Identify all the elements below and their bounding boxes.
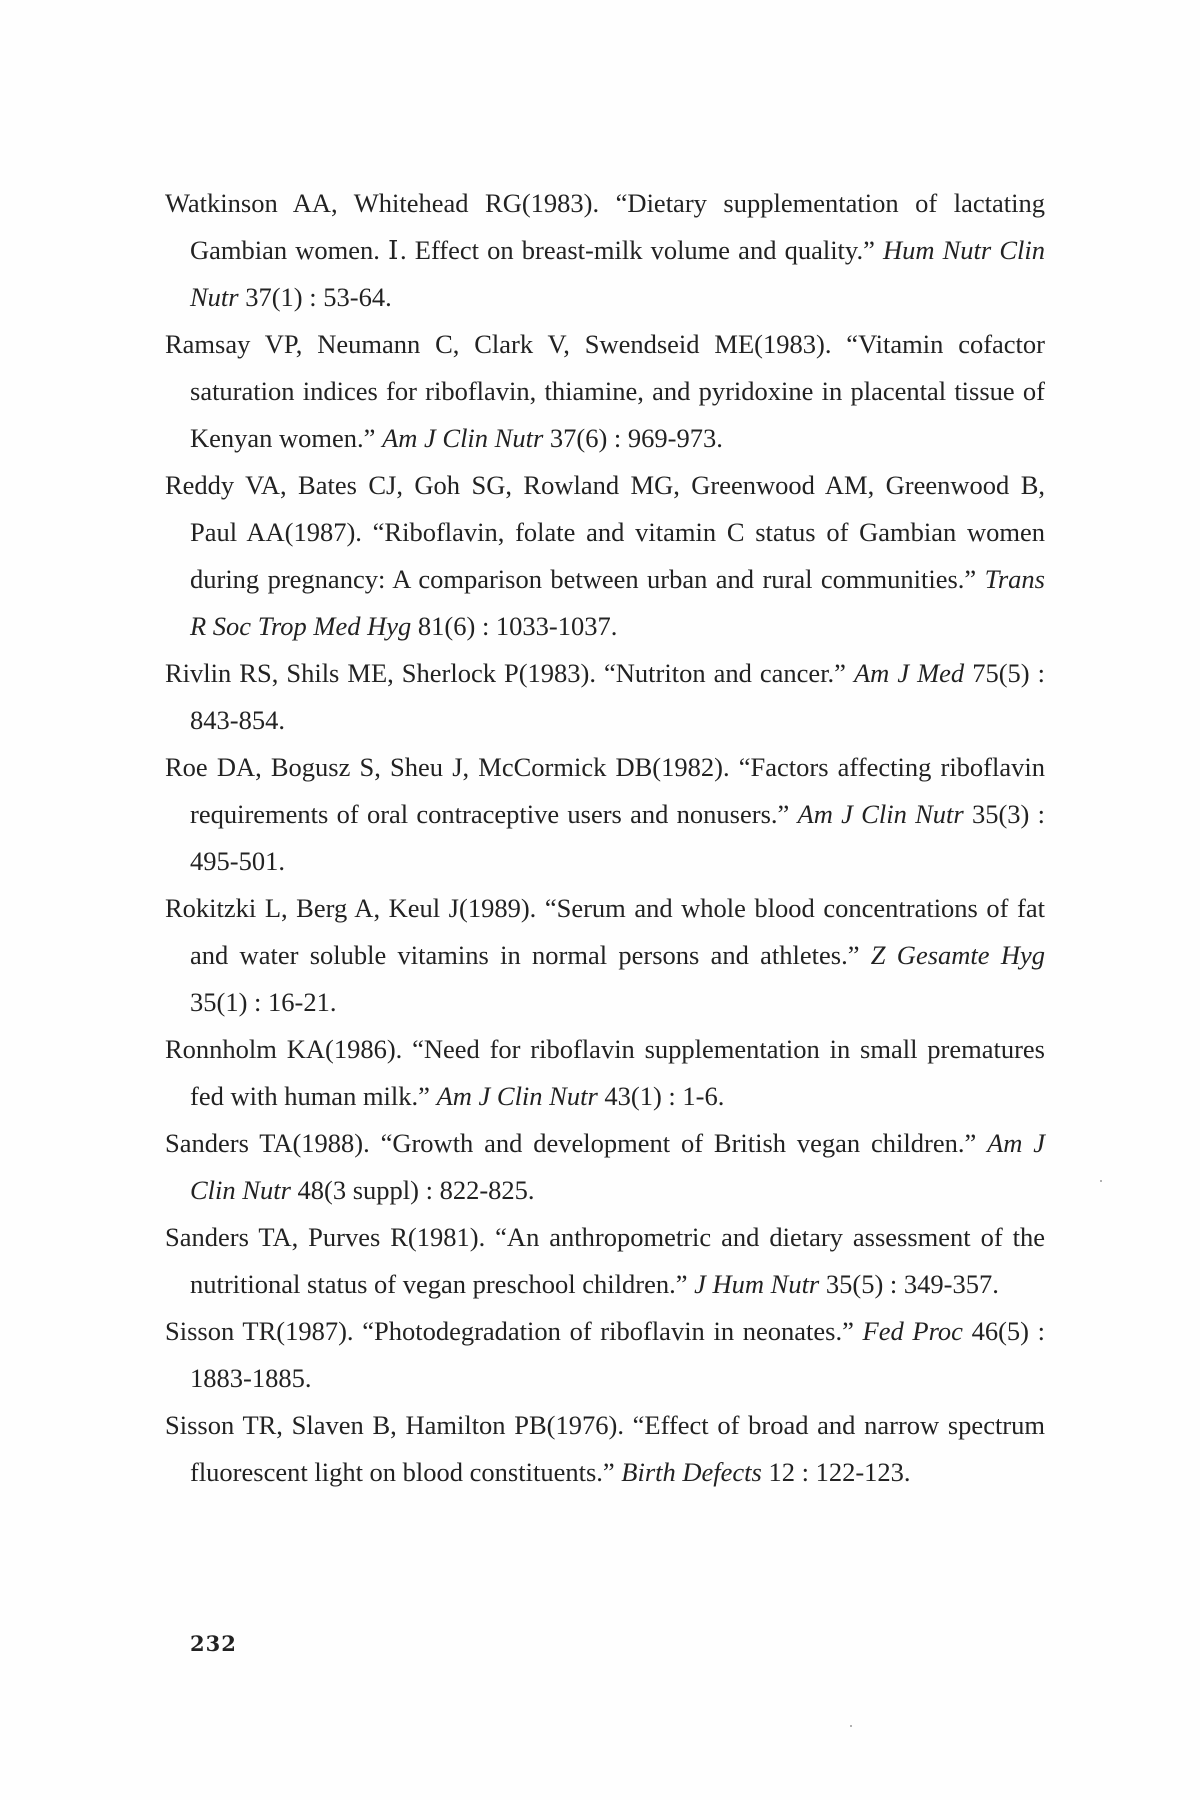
reference-entry [165, 1214, 1045, 1308]
reference-citation: 35(1) : 16-21. [190, 987, 337, 1017]
reference-text: Roe DA, Bogusz S, Sheu J, McCormick DB(1982). “Factors affecting riboflavin requirements of oral contraceptive users and nonusers.” [165, 752, 1045, 829]
reference-text: Sisson TR, Slaven B, Hamilton PB(1976). “Effect of broad and narrow spectrum fluorescent light on blood constituents.” [165, 1410, 1045, 1487]
reference-entry [165, 1308, 1045, 1402]
journal-name: Am J Clin Nutr [436, 1081, 598, 1111]
reference-text: Reddy VA, Bates CJ, Goh SG, Rowland MG, Greenwood AM, Greenwood B, Paul AA(1987). “Riboflavin, folate and vitamin C status of Gambian women during pregnancy: A comparison between urban and rural communities.” [165, 470, 1045, 594]
reference-list [165, 180, 1045, 1496]
journal-name: Am J Clin Nutr [190, 1128, 1045, 1205]
reference-citation: 75(5) : 843-854. [190, 658, 1045, 735]
reference-citation: 35(3) : 495-501. [190, 799, 1046, 876]
journal-name: Z Gesamte Hyg [870, 940, 1045, 970]
reference-entry [165, 650, 1045, 744]
reference-entry [165, 1120, 1045, 1214]
scan-speck [850, 1725, 852, 1727]
reference-text: Ronnholm KA(1986). “Need for riboflavin supplementation in small prematures fed with human milk.” [165, 1034, 1045, 1111]
journal-name: Fed Proc [862, 1316, 963, 1346]
reference-citation: 46(5) : 1883-1885. [190, 1316, 1045, 1393]
reference-entry [165, 180, 1045, 321]
reference-text: Rivlin RS, Shils ME, Sherlock P(1983). “Nutriton and cancer.” [165, 658, 854, 688]
reference-citation: 37(1) : 53-64. [238, 282, 392, 312]
journal-name: Am J Clin Nutr [382, 423, 544, 453]
reference-entry [165, 321, 1045, 462]
reference-text: Sanders TA(1988). “Growth and development of British vegan children.” [165, 1128, 988, 1158]
scan-speck [1100, 1180, 1102, 1182]
reference-entry [165, 744, 1045, 885]
page-number: 232 [190, 1631, 237, 1656]
reference-entry [165, 885, 1045, 1026]
reference-citation: 43(1) : 1-6. [597, 1081, 725, 1111]
reference-text: Ramsay VP, Neumann C, Clark V, Swendseid ME(1983). “Vitamin cofactor saturation indices for riboflavin, thiamine, and pyridoxine in placental tissue of Kenyan women.” [165, 329, 1045, 453]
reference-citation: 81(6) : 1033-1037. [411, 611, 618, 641]
journal-name: Am J Clin Nutr [797, 799, 964, 829]
reference-citation: 48(3 suppl) : 822-825. [290, 1175, 535, 1205]
reference-text: Watkinson AA, Whitehead RG(1983). “Dietary supplementation of lactating Gambian women. Ⅰ. Effect on breast-milk volume and quality.” [165, 188, 1045, 265]
reference-text: Rokitzki L, Berg A, Keul J(1989). “Serum and whole blood concentrations of fat and water soluble vitamins in normal persons and athletes.” [165, 893, 1045, 970]
reference-text: Sanders TA, Purves R(1981). “An anthropometric and dietary assessment of the nutritional status of vegan preschool children.” [165, 1222, 1045, 1299]
reference-citation: 37(6) : 969-973. [543, 423, 723, 453]
journal-name: Trans R Soc Trop Med Hyg [190, 564, 1045, 641]
journal-name: Hum Nutr Clin Nutr [190, 235, 1045, 312]
reference-entry [165, 462, 1045, 650]
journal-name: Birth Defects [621, 1457, 762, 1487]
reference-entry [165, 1402, 1045, 1496]
reference-entry [165, 1026, 1045, 1120]
journal-name: J Hum Nutr [694, 1269, 820, 1299]
reference-text: Sisson TR(1987). “Photodegradation of riboflavin in neonates.” [165, 1316, 863, 1346]
journal-name: Am J Med [853, 658, 965, 688]
reference-citation: 12 : 122-123. [761, 1457, 911, 1487]
reference-citation: 35(5) : 349-357. [819, 1269, 999, 1299]
